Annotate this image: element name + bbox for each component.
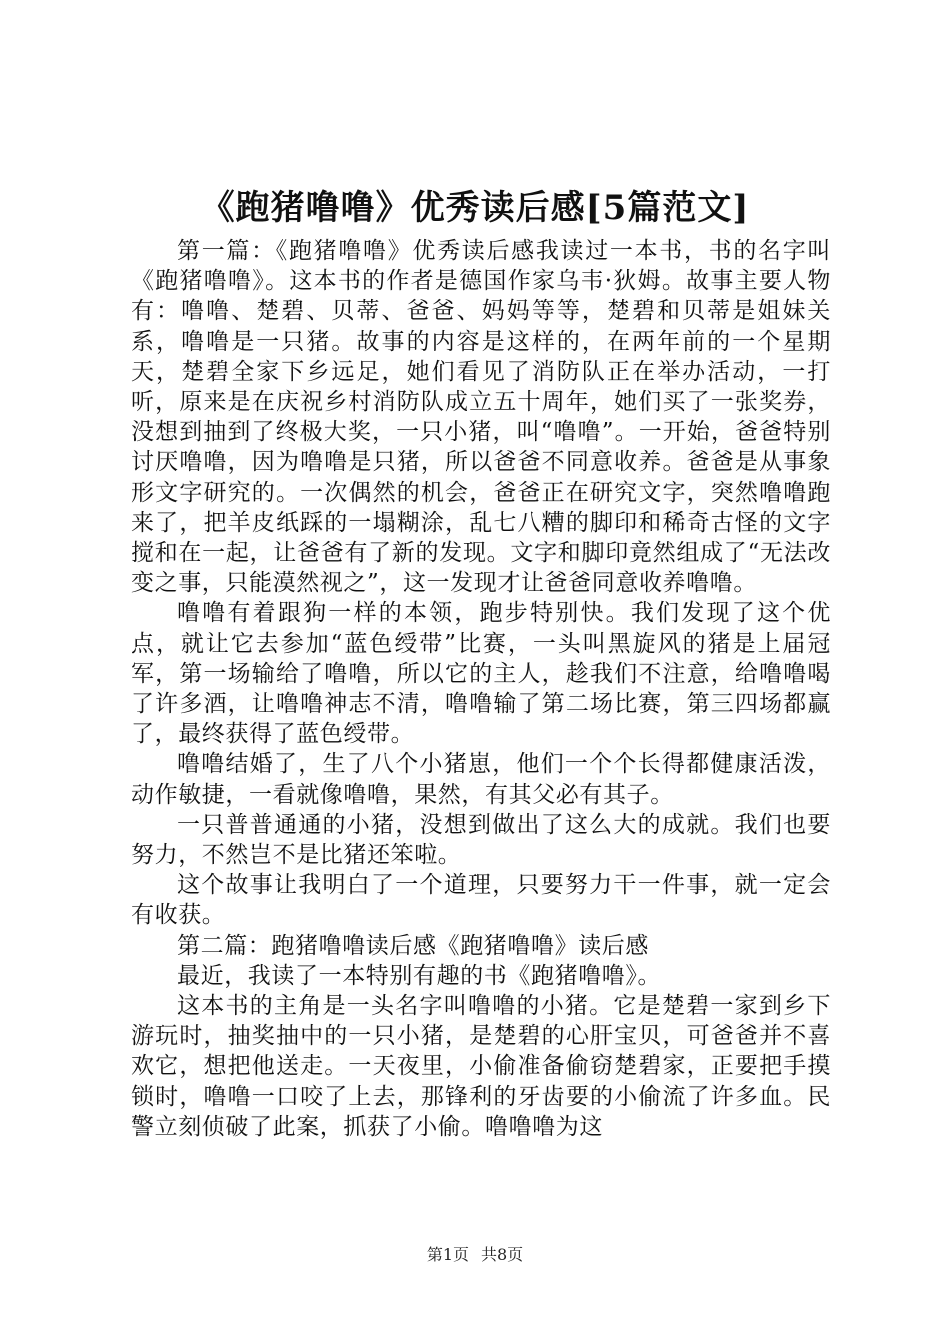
document-body — [131, 236, 831, 1142]
paragraph-5: 这个故事让我明白了一个道理，只要努力干一件事，就一定会有收获。 — [131, 872, 831, 929]
document-title: 《跑猪噜噜》优秀读后感[5篇范文] — [200, 188, 750, 228]
paragraph-8: 这本书的主角是一头名字叫噜噜的小猪。它是楚碧一家到乡下游玩时，抽奖抽中的一只小猪，是楚碧的心肝宝贝，可爸爸并不喜欢它，想把他送走。一天夜里，小偷准备偷窃楚碧家，正要把手摸锁时，噜噜一口咬了上去，那锋利的牙齿要的小偷流了许多血。民警立刻侦破了此案，抓获了小偷。噜噜噜为这 — [131, 993, 831, 1140]
paragraph-1: 第一篇：《跑猪噜噜》优秀读后感我读过一本书，书的名字叫《跑猪噜噜》。这本书的作者是德国作家乌韦·狄姆。故事主要人物有：噜噜、楚碧、贝蒂、爸爸、妈妈等等，楚碧和贝蒂是姐妹关系，噜噜是一只猪。故事的内容是这样的，在两年前的一个星期天，楚碧全家下乡远足，她们看见了消防队正在举办活动，一打听，原来是在庆祝乡村消防队成立五十周年，她们买了一张奖券，没想到抽到了终极大奖，一只小猪，叫“噜噜”。一开始，爸爸特别讨厌噜噜，因为噜噜是只猪，所以爸爸不同意收养。爸爸是从事象形文字研究的。一次偶然的机会，爸爸正在研究文字，突然噜噜跑来了，把羊皮纸踩的一塌糊涂，乱七八糟的脚印和稀奇古怪的文字搅和在一起，让爸爸有了新的发现。文字和脚印竟然组成了“无法改变之事，只能漠然视之”，这一发现才让爸爸同意收养噜噜。 — [131, 238, 831, 597]
paragraph-4: 一只普普通通的小猪，没想到做出了这么大的成就。我们也要努力，不然岂不是比猪还笨啦。 — [131, 811, 831, 869]
section-heading-2: 第二篇：跑猪噜噜读后感《跑猪噜噜》读后感 — [177, 932, 649, 959]
paragraph-3: 噜噜结婚了，生了八个小猪崽，他们一个个长得都健康活泼，动作敏捷，一看就像噜噜，果然，有其父必有其子。 — [131, 751, 831, 808]
page-footer — [0, 1244, 950, 1266]
page-total: 共8页 — [481, 1245, 524, 1264]
page-number: 第1页 — [426, 1245, 469, 1264]
paragraph-2: 噜噜有着跟狗一样的本领，跑步特别快。我们发现了这个优点，就让它去参加“蓝色绶带”比赛，一头叫黑旋风的猪是上届冠军，第一场输给了噜噜，所以它的主人，趁我们不注意，给噜噜喝了许多酒，让噜噜神志不清，噜噜输了第二场比赛，第三四场都赢了，最终获得了蓝色绶带。 — [131, 600, 831, 748]
paragraph-7: 最近，我读了一本特别有趣的书《跑猪噜噜》。 — [177, 962, 662, 989]
